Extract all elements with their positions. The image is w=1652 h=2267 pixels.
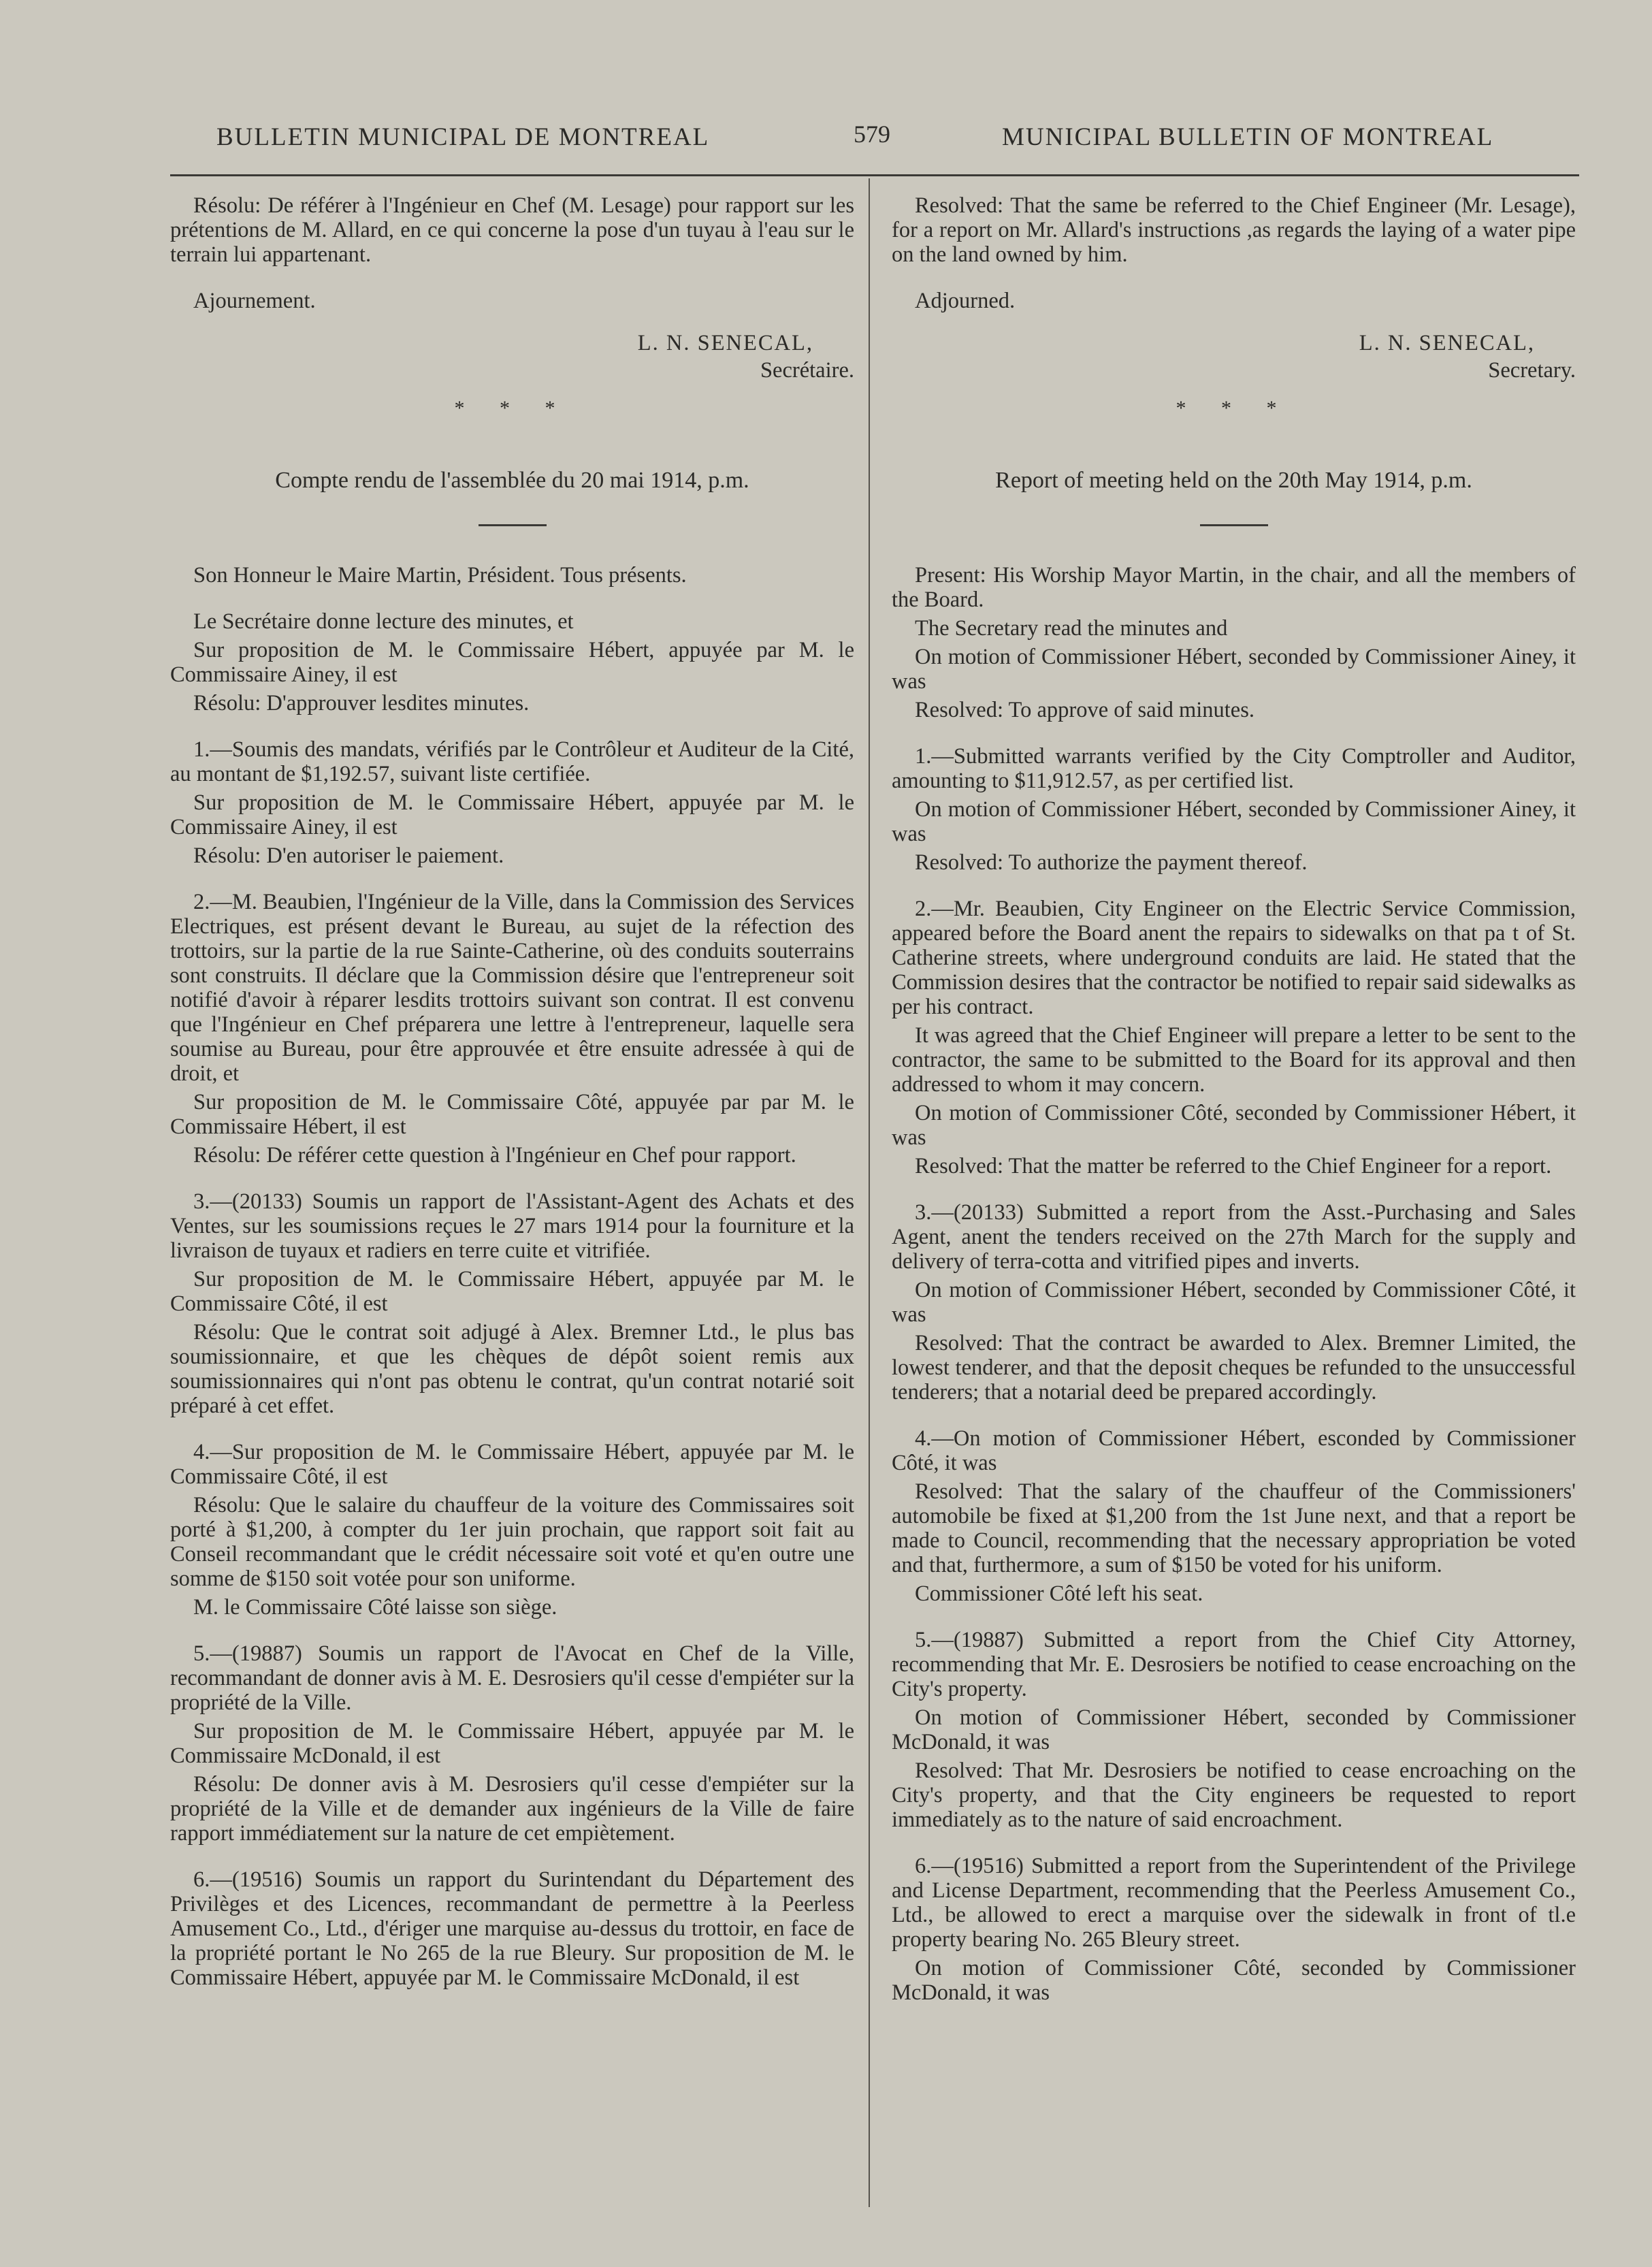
french-signature	[170, 329, 854, 384]
french-paragraph: Résolu: De référer cette question à l'Ingénieur en Chef pour rapport.	[193, 1143, 796, 1168]
header-rule	[170, 174, 1579, 176]
english-paragraph: On motion of Commissioner Côté, seconded by Commissioner McDonald, it was	[892, 1956, 1576, 2005]
french-column	[170, 193, 854, 1994]
page-number: 579	[854, 120, 890, 148]
english-paragraph: It was agreed that the Chief Engineer will prepare a letter to be sent to the contractor, the same to be submitted to the Board for its approval and then addressed to whom it may concern.	[892, 1023, 1576, 1097]
english-paragraph: Commissioner Côté left his seat.	[915, 1581, 1203, 1606]
french-paragraph: Sur proposition de M. le Commissaire Hébert, appuyée par M. le Commissaire Côté, il est	[170, 1267, 854, 1316]
english-paragraph: Resolved: That the contract be awarded to Alex. Bremner Limited, the lowest tenderer, and that the deposit cheques be refunded to the unsuccessful tenderers; that a notarial deed be prepared accordingly.	[892, 1331, 1576, 1404]
english-paragraph: Adjourned.	[915, 289, 1016, 313]
section-separator: * * *	[454, 397, 570, 419]
english-paragraph: On motion of Commissioner Hébert, seconded by Commissioner Ainey, it was	[892, 645, 1576, 694]
english-paragraph: 3.—(20133) Submitted a report from the Asst.-Purchasing and Sales Agent, anent the tenders received on the 27th March for the supply and delivery of terra-cotta and vitrified pipes and inverts.	[892, 1200, 1576, 1274]
french-paragraph: Sur proposition de M. le Commissaire Hébert, appuyée par M. le Commissaire Ainey, il est	[170, 638, 854, 687]
english-paragraph: 1.—Submitted warrants verified by the City Comptroller and Auditor, amounting to $11,912.57, as per certified list.	[892, 744, 1576, 793]
french-paragraph: Résolu: D'en autoriser le paiement.	[193, 843, 504, 868]
english-paragraph: 2.—Mr. Beaubien, City Engineer on the Electric Service Commission, appeared before the Board anent the repairs to sidewalks on that pa t of St. Catherine streets, where underground conduits are laid. He stated that the Commission desires that the contractor be notified to repair said sidewalks as per his contract.	[892, 897, 1576, 1019]
english-paragraph: On motion of Commissioner Hébert, seconded by Commissioner Ainey, it was	[892, 797, 1576, 846]
french-paragraph: Résolu: Que le contrat soit adjugé à Alex. Bremner Ltd., le plus bas soumissionnaire, et que les chèques de dépôt soient remis aux soumissionnaires qui n'ont pas obtenu le contrat, qu'un contrat notarié soit préparé à cet effet.	[170, 1320, 854, 1418]
page-header	[0, 120, 1652, 163]
english-paragraph: Present: His Worship Mayor Martin, in the chair, and all the members of the Board.	[892, 563, 1576, 612]
french-paragraph: Ajournement.	[193, 289, 316, 313]
english-paragraph: The Secretary read the minutes and	[915, 616, 1228, 641]
french-paragraph: 6.—(19516) Soumis un rapport du Surintendant du Département des Privilèges et des Licences, recommandant de permettre à la Peerless Amusement Co., Ltd., d'ériger une marquise au-dessus du trottoir, en face de la propriété portant le No 265 de la rue Bleury. Sur proposition de M. le Commissaire Hébert, appuyée par M. le Commissaire McDonald, il est	[170, 1867, 854, 1990]
french-paragraph: 4.—Sur proposition de M. le Commissaire Hébert, appuyée par M. le Commissaire Côté, il est	[170, 1440, 854, 1489]
french-paragraph: Le Secrétaire donne lecture des minutes, et	[193, 609, 574, 634]
english-paragraph: On motion of Commissioner Hébert, seconded by Commissioner McDonald, it was	[892, 1705, 1576, 1754]
english-paragraph: Resolved: That the matter be referred to the Chief Engineer for a report.	[915, 1154, 1552, 1178]
title-rule	[479, 524, 547, 526]
column-divider	[869, 178, 870, 2207]
signature-name: L. N. SENECAL,	[1359, 331, 1535, 355]
french-paragraph: 1.—Soumis des mandats, vérifiés par le Contrôleur et Auditeur de la Cité, au montant de $1,192.57, suivant liste certifiée.	[170, 737, 854, 786]
english-paragraph: Resolved: That Mr. Desrosiers be notified to cease encroaching on the City's property, and that the City engineers be requested to report immediately as to the nature of said encroachment.	[892, 1758, 1576, 1832]
french-paragraph: Son Honneur le Maire Martin, Président. Tous présents.	[193, 563, 687, 588]
french-paragraph: 5.—(19887) Soumis un rapport de l'Avocat en Chef de la Ville, recommandant de donner avis à M. E. Desrosiers qu'il cesse d'empiéter sur la propriété de la Ville.	[170, 1641, 854, 1715]
french-paragraph: Résolu: De référer à l'Ingénieur en Chef (M. Lesage) pour rapport sur les prétentions de M. Allard, en ce qui concerne la pose d'un tuyau à l'eau sur le terrain lui appartenant.	[170, 193, 854, 267]
french-paragraph: Sur proposition de M. le Commissaire Côté, appuyée par par M. le Commissaire Hébert, il est	[170, 1090, 854, 1139]
english-paragraph: Resolved: That the salary of the chauffeur of the Commissioners' automobile be fixed at $1,200 from the 1st June next, and that a report be made to Council, recommending that the necessary appropriation be voted and that, furthermore, a sum of $150 be voted for his uniform.	[892, 1479, 1576, 1577]
english-paragraph: Resolved: That the same be referred to the Chief Engineer (Mr. Lesage), for a report on Mr. Allard's instructions ,as regards the laying of a water pipe on the land owned by him.	[892, 193, 1576, 267]
english-paragraph: Resolved: To approve of said minutes.	[915, 698, 1254, 722]
title-rule	[1200, 524, 1268, 526]
english-paragraph: 6.—(19516) Submitted a report from the Superintendent of the Privilege and License Department, recommending that the Peerless Amusement Co., Ltd., be allowed to erect a marquise over the sidewalk in front of tl.e property bearing No. 265 Bleury street.	[892, 1854, 1576, 1952]
french-paragraph: Résolu: D'approuver lesdites minutes.	[193, 691, 530, 716]
english-paragraph: Resolved: To authorize the payment thereof.	[915, 850, 1308, 875]
section-separator: * * *	[1176, 397, 1292, 419]
french-paragraph: M. le Commissaire Côté laisse son siège.	[193, 1595, 557, 1620]
french-paragraph: Résolu: Que le salaire du chauffeur de la voiture des Commissaires soit porté à $1,200, à compter du 1er juin prochain, que rapport soit fait au Conseil recommandant que le crédit nécessaire soit voté et qu'en outre une somme de $150 soit votée pour son uniforme.	[170, 1493, 854, 1591]
english-signature	[892, 329, 1576, 384]
signature-role: Secretary.	[1488, 358, 1576, 383]
header-english-title: MUNICIPAL BULLETIN OF MONTREAL	[1002, 123, 1494, 151]
french-paragraph: 2.—M. Beaubien, l'Ingénieur de la Ville, dans la Commission des Services Electriques, est présent devant le Bureau, au sujet de la réfection des trottoirs, sur la partie de la rue Sainte-Catherine, où des conduits souterrains sont construits. Il déclare que la Commission désire que l'entrepreneur soit notifié d'avoir à réparer lesdits trottoirs suivant son contrat. Il est convenu que l'Ingénieur en Chef préparera une lettre à l'entrepreneur, laquelle sera soumise au Bureau, pour être approuvée et être ensuite adressée à qui de droit, et	[170, 890, 854, 1086]
french-paragraph: Sur proposition de M. le Commissaire Hébert, appuyée par M. le Commissaire Ainey, il est	[170, 790, 854, 839]
signature-name: L. N. SENECAL,	[637, 331, 813, 355]
header-french-title: BULLETIN MUNICIPAL DE MONTREAL	[216, 123, 710, 151]
english-paragraph: On motion of Commissioner Côté, seconded by Commissioner Hébert, it was	[892, 1101, 1576, 1150]
english-paragraph: 4.—On motion of Commissioner Hébert, esconded by Commissioner Côté, it was	[892, 1426, 1576, 1475]
french-paragraph: Résolu: De donner avis à M. Desrosiers qu'il cesse d'empiéter sur la propriété de la Ville et de demander aux ingénieurs de la Ville de faire rapport immédiatement sur la nature de cet empiètement.	[170, 1772, 854, 1846]
english-column	[892, 193, 1576, 2009]
meeting-title: Compte rendu de l'assemblée du 20 mai 1914, p.m.	[275, 468, 749, 493]
french-paragraph: Sur proposition de M. le Commissaire Hébert, appuyée par M. le Commissaire McDonald, il est	[170, 1719, 854, 1768]
english-paragraph: 5.—(19887) Submitted a report from the Chief City Attorney, recommending that Mr. E. Desrosiers be notified to cease encroaching on the City's property.	[892, 1628, 1576, 1701]
signature-role: Secrétaire.	[760, 358, 854, 383]
meeting-title: Report of meeting held on the 20th May 1914, p.m.	[995, 468, 1472, 493]
english-paragraph: On motion of Commissioner Hébert, seconded by Commissioner Côté, it was	[892, 1278, 1576, 1327]
french-paragraph: 3.—(20133) Soumis un rapport de l'Assistant-Agent des Achats et des Ventes, sur les soumissions reçues le 27 mars 1914 pour la fourniture et la livraison de tuyaux et radiers en terre cuite et vitrifiée.	[170, 1189, 854, 1263]
